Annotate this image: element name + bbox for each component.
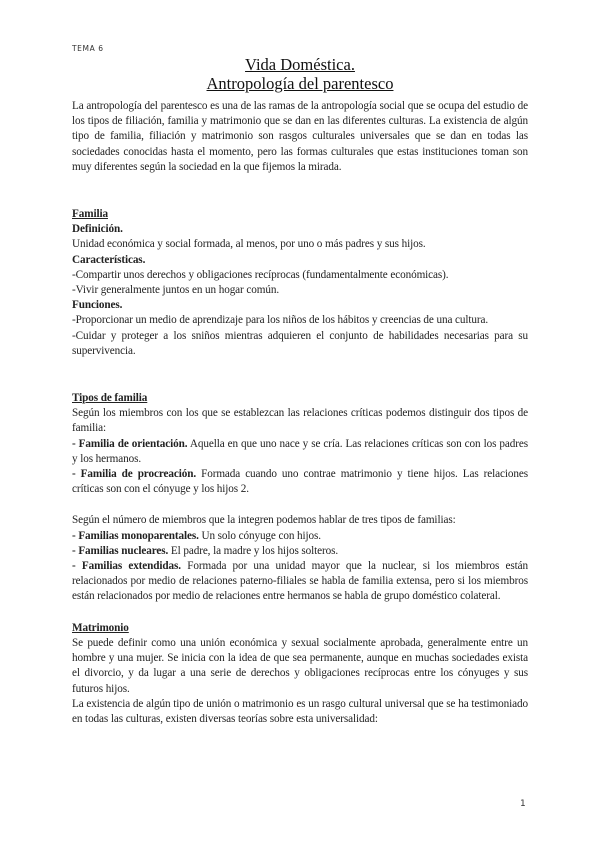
tipo-term: - Familia de procreación. bbox=[72, 468, 197, 481]
tipo-text: Un solo cónyuge con hijos. bbox=[198, 529, 321, 542]
subheading-caracteristicas: Características. bbox=[72, 253, 146, 266]
tipo-item bbox=[72, 559, 528, 605]
tipo-item bbox=[72, 437, 528, 467]
caracteristica-item: -Vivir generalmente juntos en un hogar común. bbox=[72, 284, 280, 297]
page-number: 1 bbox=[520, 799, 526, 809]
tipo-item bbox=[72, 529, 528, 544]
tipo-term: - Familias extendidas. bbox=[72, 560, 181, 573]
tipo-term: - Familia de orientación. bbox=[72, 437, 188, 450]
caracteristica-item: -Compartir unos derechos y obligaciones recíprocas (fundamentalmente económicas). bbox=[72, 268, 449, 281]
section-heading-tipos: Tipos de familia bbox=[72, 392, 148, 405]
tipo-text: El padre, la madre y los hijos solteros. bbox=[168, 544, 339, 557]
topic-label: TEMA 6 bbox=[72, 44, 104, 53]
matrimonio-paragraph-1: Se puede definir como una unión económica y sexual socialmente aprobada, generalmente entre un hombre y una mujer. Se inicia con la idea de que sea permanente, aunque en muchas sociedades exista el divorcio, y da lugar a una serie de derechos y obligaciones recíprocas entre los cónyuges y sus futuros hijos. bbox=[72, 636, 528, 695]
document-title bbox=[72, 55, 528, 93]
matrimonio-paragraph-2: La existencia de algún tipo de unión o matrimonio es un rasgo cultural universal que se ha testimoniado en todas las culturas, existen diversas teorías sobre esta universalidad: bbox=[72, 697, 528, 725]
section-heading-familia: Familia bbox=[72, 208, 108, 221]
tipo-text: Formada cuando uno contrae matrimonio y tiene hijos. Las relaciones críticas son con el cónyuge y los hijos 2. bbox=[72, 468, 528, 496]
document-body bbox=[72, 99, 528, 727]
funcion-item: -Proporcionar un medio de aprendizaje para los niños de los hábitos y creencias de una cultura. bbox=[72, 314, 489, 327]
title-line-2: Antropología del parentesco bbox=[206, 74, 394, 93]
title-line-1: Vida Doméstica. bbox=[245, 55, 355, 74]
section-heading-matrimonio: Matrimonio bbox=[72, 621, 129, 634]
tipo-text: Formada por una unidad mayor que la nuclear, si los miembros están relacionados por medio de relaciones paterno-filiales se habla de familia extensa, pero si los miembros están relacionados por medio de relaciones entre hermanos se habla de grupo doméstico colateral. bbox=[72, 560, 528, 603]
funcion-item: -Cuidar y proteger a los sniños mientras adquieren el conjunto de habilidades necesarias para su supervivencia. bbox=[72, 329, 528, 357]
tipo-item bbox=[72, 544, 528, 559]
tipos-intro-2: Según el número de miembros que la integren podemos hablar de tres tipos de familias: bbox=[72, 514, 456, 527]
tipo-term: - Familias monoparentales. bbox=[72, 529, 199, 542]
tipo-item bbox=[72, 467, 528, 497]
intro-paragraph: La antropología del parentesco es una de las ramas de la antropología social que se ocupa del estudio de los tipos de filiación, familia y matrimonio que se dan en las diferentes culturas. La existencia de algún tipo de familia, filiación y matrimonio son rasgos culturales universales que se dan en todas las sociedades conocidas hasta el momento, pero las formas culturales que estas instituciones toman son muy diferentes según la sociedad en la que fijemos la mirada. bbox=[72, 100, 528, 173]
tipo-term: - Familias nucleares. bbox=[72, 544, 169, 557]
tipo-text: Aquella en que uno nace y se cría. Las relaciones críticas son con los padres y los hermanos. bbox=[72, 437, 528, 465]
subheading-definicion: Definición. bbox=[72, 223, 123, 236]
subheading-funciones: Funciones. bbox=[72, 299, 123, 312]
definicion-text: Unidad económica y social formada, al menos, por uno o más padres y sus hijos. bbox=[72, 238, 426, 251]
tipos-intro: Según los miembros con los que se establezcan las relaciones críticas podemos distinguir dos tipos de familia: bbox=[72, 407, 528, 435]
